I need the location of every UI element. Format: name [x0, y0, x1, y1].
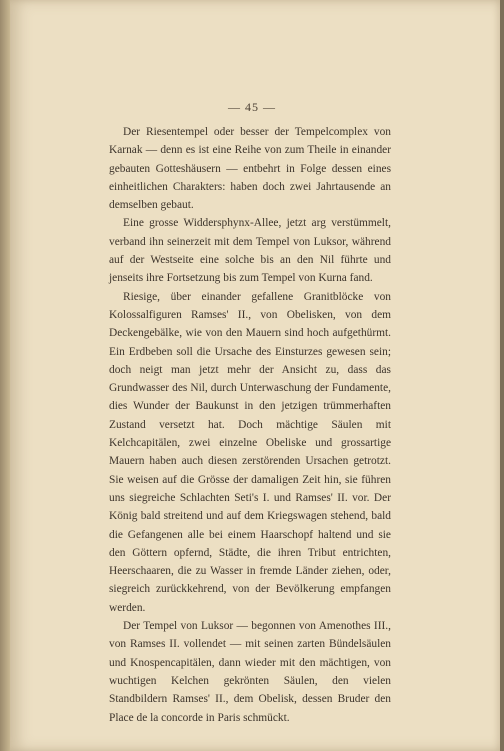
body-text [109, 123, 391, 727]
page-number: — 45 — [228, 100, 276, 114]
paragraph-karnak: Der Riesentempel oder besser der Tempelcomplex von Karnak — denn es ist eine Reihe von zum Theile in einander gebauten Gotteshäusern — entbehrt in Folge dessen eines einheitlichen Charakters: haben doch zwei Jahrtausende an demselben gebaut. [109, 126, 391, 212]
paragraph-widdersphynx: Eine grosse Widdersphynx-Allee, jetzt arg verstümmelt, verband ihn seinerzeit mit dem Tempel von Luksor, während auf der Westseite eine solche bis an den Nil führte und jenseits ihre Fortsetzung bis zum Tempel von Kurna fand. [109, 217, 391, 285]
paragraph-granitbloecke: Riesige, über einander gefallene Granitblöcke von Kolossalfiguren Ramses' II., von Obelisken, von dem Deckengebälke, wie von den Mauern sind hoch aufgethürmt. Ein Erdbeben soll die Ursache des Einsturzes gewesen sein; doch neigt man jetzt mehr der Ansicht zu, dass das Grundwasser des Nil, durch Unterwaschung der Fundamente, dies Wunder der Baukunst in den jetzigen trümmerhaften Zustand versetzt hat. Doch mächtige Säulen mit Kelchcapitälen, zwei einzelne Obeliske und grossartige Mauern haben auch diesen zerstörenden Ursachen getrotzt. Sie weisen auf die Grösse der damaligen Zeit hin, sie führen uns siegreiche Schlachten Seti's I. und Ramses' II. vor. Der König bald streitend und auf dem Kriegswagen stehend, bald die Gefangenen alle bei einem Haarschopf haltend und sie den Göttern opfernd, Städte, die ihren Tribut entrichten, Heerschaaren, die zu Wasser in fremde Länder ziehen, oder, siegreich zurückkehrend, von der Bevölkerung empfangen werden. [109, 290, 391, 614]
paragraph-luksor: Der Tempel von Luksor — begonnen von Amenothes III., von Ramses II. vollendet — mit seinen zarten Bündelsäulen und Knospencapitälen, dann wieder mit den mächtigen, von wuchtigen Kelchen gekrönten Säulen, den vielen Standbildern Ramses' II., dem Obelisk, dessen Bruder den Place de la concorde in Paris schmückt. [109, 620, 391, 724]
